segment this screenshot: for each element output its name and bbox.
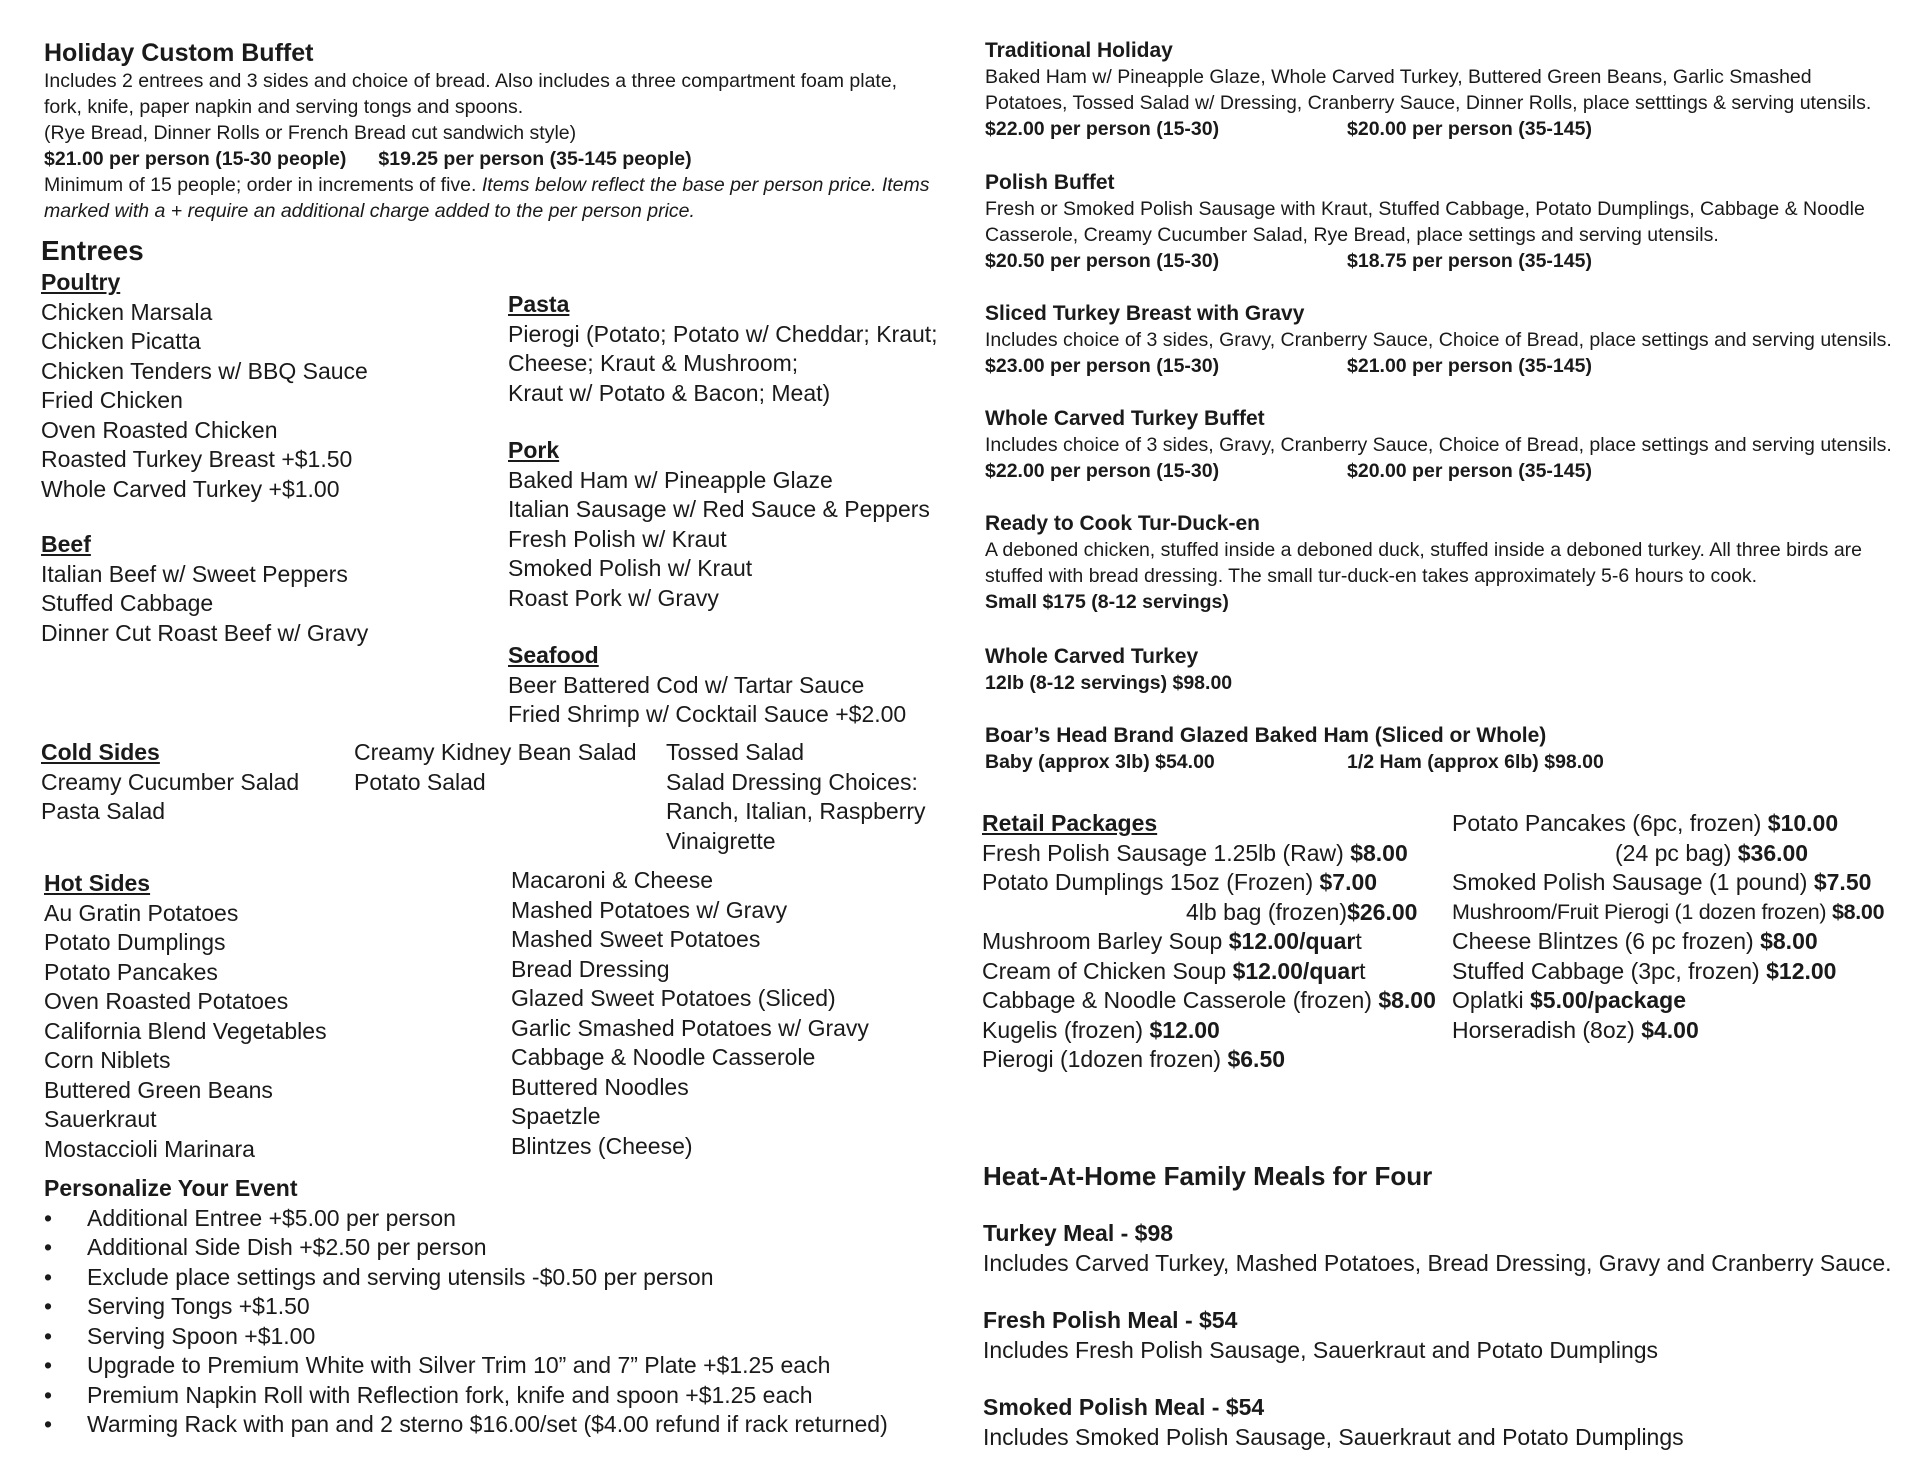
list-item xyxy=(1452,839,1884,869)
list-item xyxy=(982,868,1436,898)
item-price: $10.00 xyxy=(1767,810,1839,836)
list-item: Spaetzle xyxy=(511,1103,601,1129)
traditional-holiday-title: Traditional Holiday xyxy=(985,39,1173,62)
list-item: Creamy Kidney Bean Salad xyxy=(354,739,637,765)
minimum-text: Minimum of 15 people; order in increments of five. xyxy=(44,174,477,196)
list-item xyxy=(1452,957,1884,987)
bullet: • xyxy=(44,1352,53,1378)
item-text: Additional Entree +$5.00 per person xyxy=(87,1204,456,1231)
meal-title: Smoked Polish Meal - $54 xyxy=(983,1394,1265,1420)
price-large: $20.00 per person (35-145) xyxy=(1347,118,1592,140)
price-baby: Baby (approx 3lb) $54.00 xyxy=(985,751,1215,773)
description-line: Potatoes, Tossed Salad w/ Dressing, Cranberry Sauce, Dinner Rolls, place setttings & serving utensils. xyxy=(985,92,1872,114)
poultry-section xyxy=(41,268,368,504)
item-name: 4lb bag (frozen) xyxy=(1186,898,1348,925)
whole-turkey-buffet-title: Whole Carved Turkey Buffet xyxy=(985,407,1265,430)
item-price: $8.00 xyxy=(1760,928,1818,954)
retail-heading: Retail Packages xyxy=(982,810,1158,836)
personalize-section xyxy=(44,1174,888,1440)
list-item: Buttered Noodles xyxy=(511,1073,689,1100)
item-text: Upgrade to Premium White with Silver Trim 10” and 7” Plate +$1.25 each xyxy=(87,1352,831,1378)
item-price: $6.50 xyxy=(1227,1046,1286,1072)
buffet-description-line: fork, knife, paper napkin and serving tongs and spoons. xyxy=(44,96,524,118)
list-item: Mashed Sweet Potatoes xyxy=(511,926,761,952)
cold-sides-col2 xyxy=(354,738,637,797)
bullet: • xyxy=(44,1381,53,1408)
polish-buffet-title: Polish Buffet xyxy=(985,171,1115,194)
sliced-turkey-section xyxy=(985,301,1892,379)
sliced-turkey-title: Sliced Turkey Breast with Gravy xyxy=(985,302,1305,325)
whole-turkey-section xyxy=(985,644,1232,696)
item-price: $12.00 xyxy=(1766,957,1837,984)
price-half: 1/2 Ham (approx 6lb) $98.00 xyxy=(1347,751,1604,773)
bullet: • xyxy=(44,1322,53,1349)
pork-heading: Pork xyxy=(508,437,560,463)
item-price: $4.00 xyxy=(1641,1016,1699,1043)
list-item xyxy=(1452,1016,1884,1046)
item-name: Mushroom Barley Soup xyxy=(982,928,1229,954)
list-item: Oven Roasted Potatoes xyxy=(44,988,289,1014)
item-price: $12.00/quar xyxy=(1228,928,1356,954)
list-item: Buttered Green Beans xyxy=(44,1076,273,1103)
holiday-buffet-title: Holiday Custom Buffet xyxy=(44,39,314,67)
list-item xyxy=(982,957,1436,987)
holiday-buffet-section xyxy=(44,38,930,224)
meal-title: Fresh Polish Meal - $54 xyxy=(983,1307,1238,1333)
description-line: Includes choice of 3 sides, Gravy, Cranberry Sauce, Choice of Bread, place settings and serving utensils. xyxy=(985,329,1892,351)
item-name: Stuffed Cabbage (3pc, frozen) xyxy=(1452,957,1767,984)
description-line: Fresh or Smoked Polish Sausage with Kraut, Stuffed Cabbage, Potato Dumplings, Cabbage & Noodle xyxy=(985,198,1865,220)
item-price: $8.00 xyxy=(1831,899,1885,924)
price-row xyxy=(985,458,1892,484)
retail-right xyxy=(1452,809,1884,1045)
retail-left xyxy=(982,809,1436,1075)
bullet: • xyxy=(44,1204,53,1231)
item-tail: t xyxy=(1359,957,1366,984)
base-price-note: Items below reflect the base per person price. Items xyxy=(481,174,930,196)
description-line: A deboned chicken, stuffed inside a deboned duck, stuffed inside a deboned turkey. All three birds are xyxy=(985,539,1863,561)
turducken-price: Small $175 (8-12 servings) xyxy=(985,591,1229,613)
item-name: Potato Dumplings 15oz (Frozen) xyxy=(982,869,1320,895)
traditional-holiday-section xyxy=(985,38,1871,142)
list-item: Vinaigrette xyxy=(666,827,776,854)
list-item: Potato Dumplings xyxy=(44,929,226,955)
list-item xyxy=(1452,898,1884,928)
list-item: Beer Battered Cod w/ Tartar Sauce xyxy=(508,671,865,698)
whole-turkey-title: Whole Carved Turkey xyxy=(985,645,1199,668)
list-item: Garlic Smashed Potatoes w/ Gravy xyxy=(511,1014,869,1041)
list-item: Potato Pancakes xyxy=(44,958,218,985)
item-price: $8.00 xyxy=(1350,839,1408,866)
price-small: $22.00 per person (15-30) xyxy=(985,460,1220,482)
item-name: Pierogi (1dozen frozen) xyxy=(982,1046,1228,1072)
list-item: Fresh Polish w/ Kraut xyxy=(508,525,727,552)
list-item xyxy=(44,1233,888,1263)
turducken-section xyxy=(985,511,1862,615)
list-item: Oven Roasted Chicken xyxy=(41,416,278,443)
bullet: • xyxy=(44,1263,53,1290)
list-item: Potato Salad xyxy=(354,768,486,795)
list-item xyxy=(982,1016,1436,1046)
item-name: Mushroom/Fruit Pierogi (1 dozen frozen) xyxy=(1452,899,1832,924)
pasta-section xyxy=(508,290,938,408)
list-item xyxy=(44,1410,888,1440)
list-item: Italian Sausage w/ Red Sauce & Peppers xyxy=(508,496,930,522)
list-item: Whole Carved Turkey +$1.00 xyxy=(41,475,340,502)
list-item: Kraut w/ Potato & Bacon; Meat) xyxy=(508,379,831,406)
list-item xyxy=(44,1381,888,1411)
item-name: Fresh Polish Sausage 1.25lb (Raw) xyxy=(982,839,1351,866)
list-item: Chicken Picatta xyxy=(41,328,201,354)
price-large: $20.00 per person (35-145) xyxy=(1347,460,1592,482)
list-item: Roasted Turkey Breast +$1.50 xyxy=(41,446,353,472)
hot-sides-col1 xyxy=(44,869,327,1164)
item-name: Kugelis (frozen) xyxy=(982,1016,1150,1043)
buffet-prices xyxy=(44,146,930,172)
item-tail: t xyxy=(1355,928,1362,954)
list-item: Tossed Salad xyxy=(666,739,805,765)
cold-sides-col1 xyxy=(41,738,299,827)
price-small: $23.00 per person (15-30) xyxy=(985,355,1220,377)
pork-section xyxy=(508,436,930,613)
list-item xyxy=(44,1204,888,1234)
boars-head-title: Boar’s Head Brand Glazed Baked Ham (Sliced or Whole) xyxy=(985,724,1547,747)
list-item xyxy=(982,1045,1436,1075)
hot-sides-heading: Hot Sides xyxy=(44,870,151,896)
buffet-minimum-note xyxy=(44,172,930,198)
bullet: • xyxy=(44,1293,53,1319)
boars-head-section xyxy=(985,723,1604,775)
list-item: Cabbage & Noodle Casserole xyxy=(511,1044,816,1070)
item-name: Cream of Chicken Soup xyxy=(982,957,1233,984)
price-row xyxy=(985,116,1871,142)
item-price: $36.00 xyxy=(1737,839,1809,866)
list-item xyxy=(982,839,1436,869)
list-item xyxy=(1452,868,1884,898)
list-item: Corn Niblets xyxy=(44,1047,171,1073)
price-large: $18.75 per person (35-145) xyxy=(1347,250,1592,272)
price-row xyxy=(985,749,1604,775)
list-item: Mostaccioli Marinara xyxy=(44,1135,255,1162)
list-item xyxy=(1452,927,1884,957)
item-name: Cabbage & Noodle Casserole (frozen) xyxy=(982,987,1379,1013)
list-item: Au Gratin Potatoes xyxy=(44,899,239,926)
item-name: (24 pc bag) xyxy=(1615,839,1738,866)
list-item: Smoked Polish w/ Kraut xyxy=(508,555,753,581)
meal-description: Includes Fresh Polish Sausage, Sauerkraut and Potato Dumplings xyxy=(983,1336,1659,1363)
list-item xyxy=(1452,986,1884,1016)
list-item: Bread Dressing xyxy=(511,955,670,982)
list-item: Baked Ham w/ Pineapple Glaze xyxy=(508,466,833,493)
list-item xyxy=(44,1263,888,1293)
price-row xyxy=(985,248,1865,274)
buffet-description-line: Includes 2 entrees and 3 sides and choice of bread. Also includes a three compartment foam plate, xyxy=(44,70,898,92)
item-text: Exclude place settings and serving utensils -$0.50 per person xyxy=(87,1263,714,1290)
cold-sides-col3 xyxy=(666,738,926,856)
item-text: Warming Rack with pan and 2 sterno $16.00/set ($4.00 refund if rack returned) xyxy=(87,1411,888,1437)
list-item: Mashed Potatoes w/ Gravy xyxy=(511,896,788,923)
list-item: Pasta Salad xyxy=(41,798,166,824)
list-item: Creamy Cucumber Salad xyxy=(41,768,300,795)
price-small: $22.00 per person (15-30) xyxy=(985,118,1220,140)
item-price: $7.00 xyxy=(1319,869,1378,895)
family-meals-section xyxy=(983,1159,1892,1452)
list-item: Dinner Cut Roast Beef w/ Gravy xyxy=(41,619,369,646)
list-item: Glazed Sweet Potatoes (Sliced) xyxy=(511,985,836,1011)
description-line: Includes choice of 3 sides, Gravy, Cranberry Sauce, Choice of Bread, place settings and serving utensils. xyxy=(985,434,1892,456)
list-item xyxy=(44,1351,888,1381)
item-name: Potato Pancakes (6pc, frozen) xyxy=(1452,810,1768,836)
additional-charge-note: marked with a + require an additional charge added to the per person price. xyxy=(44,200,695,222)
entrees-heading: Entrees xyxy=(41,235,144,266)
whole-turkey-buffet-section xyxy=(985,406,1892,484)
list-item xyxy=(44,1322,888,1352)
list-item: Chicken Marsala xyxy=(41,298,213,325)
beef-heading: Beef xyxy=(41,531,91,557)
family-meals-heading: Heat-At-Home Family Meals for Four xyxy=(983,1161,1433,1191)
item-price: $12.00 xyxy=(1149,1016,1220,1043)
list-item: Fried Chicken xyxy=(41,387,183,413)
description-line: Casserole, Creamy Cucumber Salad, Rye Bread, place settings and serving utensils. xyxy=(985,224,1719,246)
list-item: Ranch, Italian, Raspberry xyxy=(666,798,926,824)
item-text: Serving Tongs +$1.50 xyxy=(87,1293,310,1319)
price-small: $20.50 per person (15-30) xyxy=(985,250,1220,272)
list-item: Fried Shrimp w/ Cocktail Sauce +$2.00 xyxy=(508,701,907,727)
list-item xyxy=(44,1292,888,1322)
list-item: Salad Dressing Choices: xyxy=(666,768,918,795)
whole-turkey-price: 12lb (8-12 servings) $98.00 xyxy=(985,672,1233,694)
polish-buffet-section xyxy=(985,170,1865,274)
personalize-heading: Personalize Your Event xyxy=(44,1175,298,1201)
beef-section xyxy=(41,530,368,648)
item-price: $12.00/quar xyxy=(1232,957,1360,984)
poultry-heading: Poultry xyxy=(41,269,121,295)
item-price: $26.00 xyxy=(1347,898,1418,925)
item-price: $5.00/package xyxy=(1529,987,1686,1013)
bullet: • xyxy=(44,1411,53,1437)
list-item: Sauerkraut xyxy=(44,1106,157,1132)
price-row xyxy=(985,353,1892,379)
pasta-heading: Pasta xyxy=(508,291,570,317)
item-price: $7.50 xyxy=(1813,869,1872,895)
meal-title: Turkey Meal - $98 xyxy=(983,1220,1174,1246)
item-price: $8.00 xyxy=(1378,987,1436,1013)
description-line: stuffed with bread dressing. The small tur-duck-en takes approximately 5-6 hours to cook. xyxy=(985,565,1758,587)
description-line: Baked Ham w/ Pineapple Glaze, Whole Carved Turkey, Buttered Green Beans, Garlic Smashed xyxy=(985,66,1812,88)
turducken-title: Ready to Cook Tur-Duck-en xyxy=(985,512,1260,535)
seafood-heading: Seafood xyxy=(508,642,599,668)
list-item: Stuffed Cabbage xyxy=(41,590,214,616)
buffet-bread-choices: (Rye Bread, Dinner Rolls or French Bread cut sandwich style) xyxy=(44,122,577,144)
list-item: Macaroni & Cheese xyxy=(511,867,713,893)
item-name: Horseradish (8oz) xyxy=(1452,1016,1642,1043)
seafood-section xyxy=(508,641,906,730)
list-item xyxy=(982,927,1436,957)
list-item xyxy=(982,986,1436,1016)
list-item: Pierogi (Potato; Potato w/ Cheddar; Kraut; xyxy=(508,320,938,347)
buffet-price-large: $19.25 per person (35-145 people) xyxy=(378,148,692,170)
list-item: California Blend Vegetables xyxy=(44,1017,327,1044)
item-name: Cheese Blintzes (6 pc frozen) xyxy=(1452,928,1761,954)
buffet-price-small: $21.00 per person (15-30 people) xyxy=(44,148,347,170)
meal-description: Includes Carved Turkey, Mashed Potatoes, Bread Dressing, Gravy and Cranberry Sauce. xyxy=(983,1249,1892,1276)
list-item: Cheese; Kraut & Mushroom; xyxy=(508,350,799,376)
list-item: Roast Pork w/ Gravy xyxy=(508,584,719,611)
hot-sides-col2 xyxy=(511,866,869,1161)
item-text: Additional Side Dish +$2.50 per person xyxy=(87,1234,487,1260)
item-name: Oplatki xyxy=(1452,987,1530,1013)
list-item: Chicken Tenders w/ BBQ Sauce xyxy=(41,357,368,384)
list-item xyxy=(982,898,1436,928)
meal-description: Includes Smoked Polish Sausage, Sauerkraut and Potato Dumplings xyxy=(983,1423,1684,1450)
item-name: Smoked Polish Sausage (1 pound) xyxy=(1452,869,1814,895)
cold-sides-heading: Cold Sides xyxy=(41,739,160,765)
item-text: Serving Spoon +$1.00 xyxy=(87,1322,316,1349)
list-item: Italian Beef w/ Sweet Peppers xyxy=(41,560,348,587)
list-item: Blintzes (Cheese) xyxy=(511,1132,693,1159)
price-large: $21.00 per person (35-145) xyxy=(1347,355,1592,377)
item-text: Premium Napkin Roll with Reflection fork, knife and spoon +$1.25 each xyxy=(87,1381,813,1408)
list-item xyxy=(1452,809,1884,839)
bullet: • xyxy=(44,1234,53,1260)
